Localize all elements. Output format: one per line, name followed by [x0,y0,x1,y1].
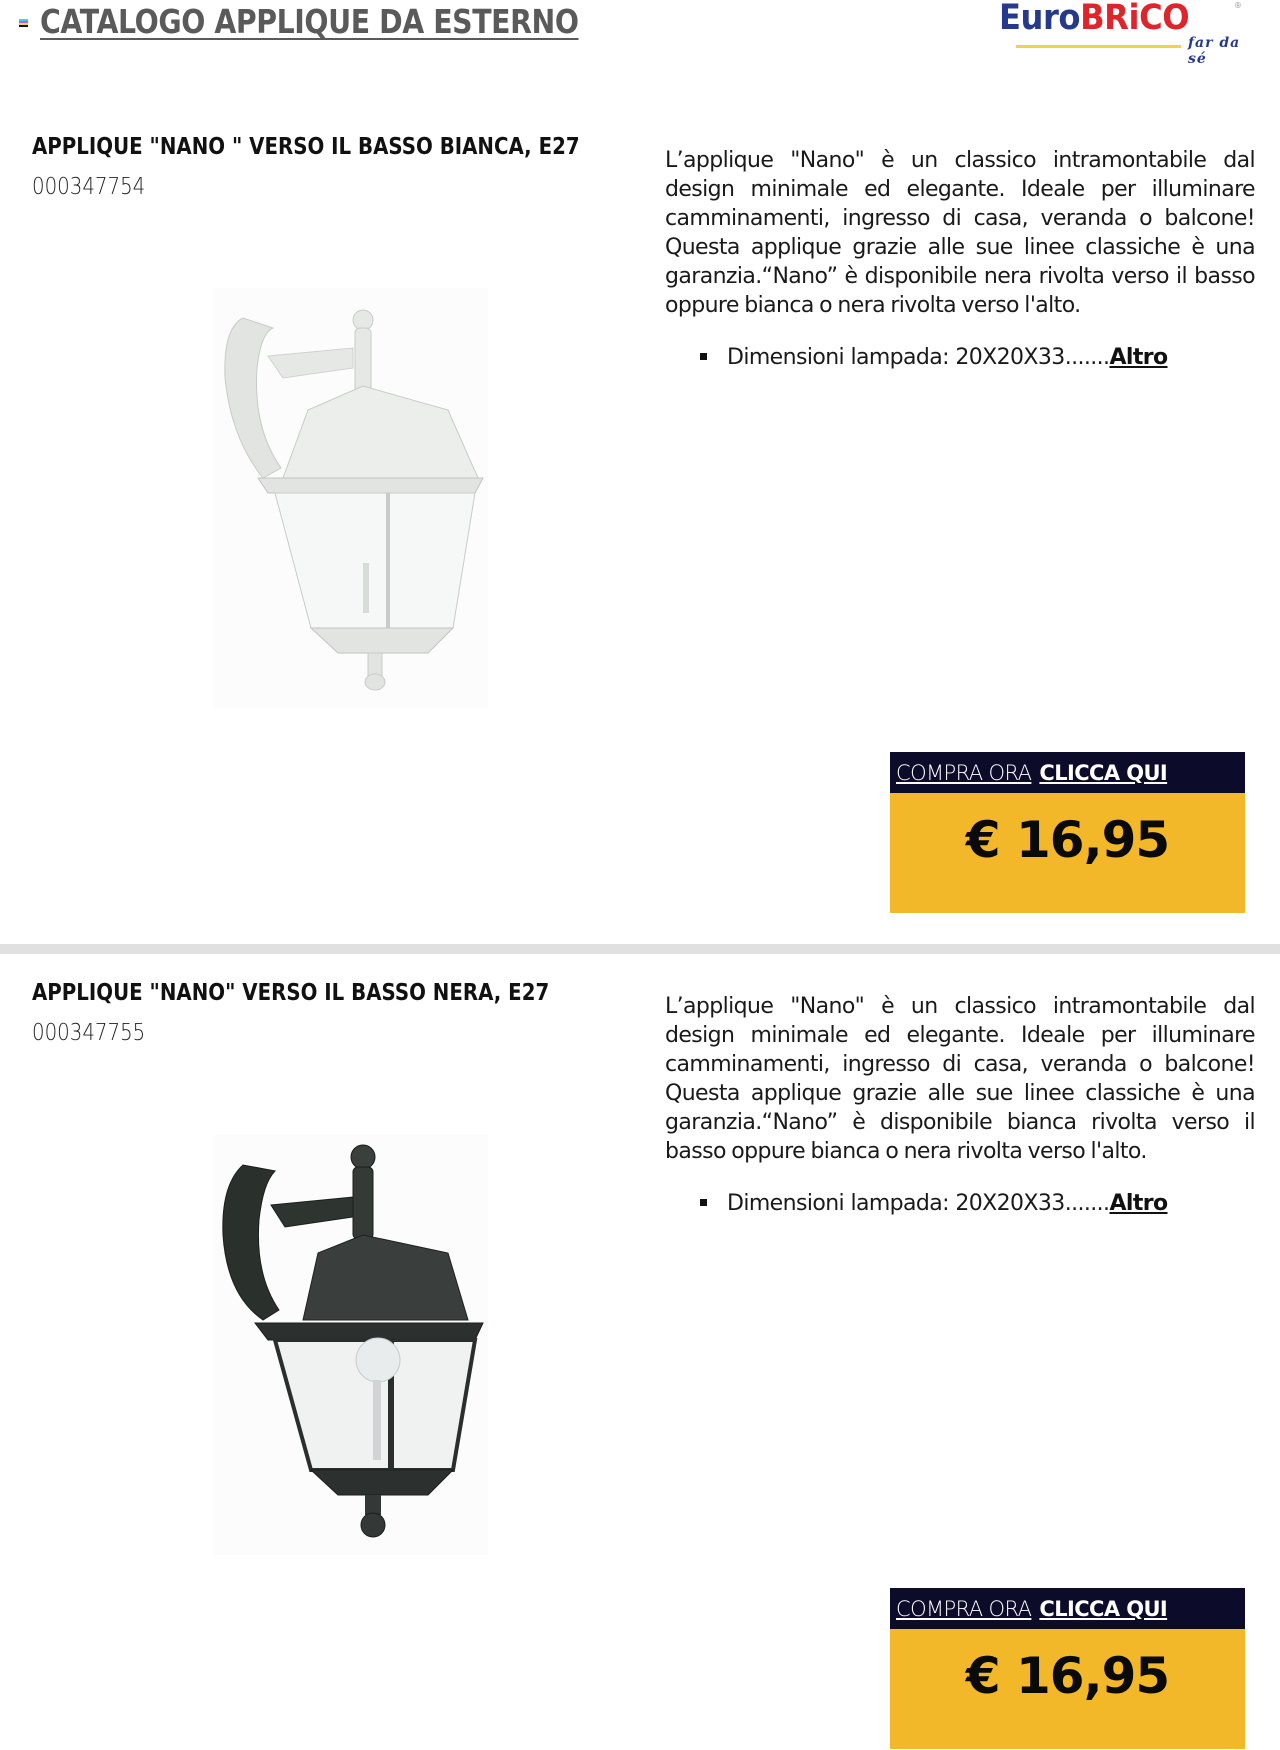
more-link[interactable]: Altro [1109,345,1168,370]
product-name: APPLIQUE "NANO " VERSO IL BASSO BIANCA, E27 [32,134,580,160]
logo-tagline: far da sé [1188,35,1241,67]
logo-euro-text: Euro [999,0,1081,38]
white-lantern-icon [213,288,488,708]
logo-wordmark [999,0,1189,38]
product-description: L’applique "Nano" è un classico intramontabile dal design minimale ed elegante. Ideale per illuminare camminamenti, ingresso di casa, veranda o balcone! Questa applique grazie alle sue linee classiche è una garanzia.“Nano” è disponibile bianca rivolta verso il basso oppure bianca o nera rivolta verso l'alto. [665,994,1255,1164]
buy-now-bar[interactable] [890,1588,1245,1629]
product-description: L’applique "Nano" è un classico intramontabile dal design minimale ed elegante. Ideale per illuminare camminamenti, ingresso di casa, veranda o balcone! Questa applique grazie alle sue linee classiche è una garanzia.“Nano” è disponibile nera rivolta verso il basso oppure bianca o nera rivolta verso l'alto. [665,148,1255,318]
product-image-white-lantern[interactable] [213,288,488,708]
product-image-black-lantern[interactable] [213,1135,488,1555]
product-spec-item [700,345,1168,370]
print-color-mark-icon [19,19,28,28]
page-header [0,0,1280,70]
buy-box [890,752,1245,913]
product-price: € 16,95 [965,811,1170,869]
price-area [890,1629,1245,1749]
spec-text: Dimensioni lampada: 20X20X33....... [727,1191,1110,1216]
eurobrico-logo[interactable] [996,0,1246,67]
product-price: € 16,95 [965,1647,1170,1705]
buy-box [890,1588,1245,1749]
logo-brico-text: BRiCO [1080,0,1190,38]
spec-text: Dimensioni lampada: 20X20X33....... [727,345,1110,370]
more-link[interactable]: Altro [1109,1191,1168,1216]
product-name: APPLIQUE "NANO" VERSO IL BASSO NERA, E27 [32,980,550,1006]
bullet-icon [700,1199,707,1206]
logo-underline [1016,45,1181,48]
buy-now-label[interactable]: COMPRA ORA [896,760,1032,785]
click-here-link[interactable]: CLICCA QUI [1039,1596,1168,1621]
registered-mark: ® [1234,1,1242,10]
bullet-icon [700,353,707,360]
buy-now-label[interactable]: COMPRA ORA [896,1596,1032,1621]
page-title[interactable]: CATALOGO APPLIQUE DA ESTERNO [40,2,579,41]
click-here-link[interactable]: CLICCA QUI [1039,760,1168,785]
product-code: 000347754 [32,174,146,200]
black-lantern-icon [213,1135,488,1555]
price-area [890,793,1245,913]
product-spec-item [700,1191,1168,1216]
buy-now-bar[interactable] [890,752,1245,793]
section-divider [0,944,1280,954]
product-code: 000347755 [32,1020,146,1046]
